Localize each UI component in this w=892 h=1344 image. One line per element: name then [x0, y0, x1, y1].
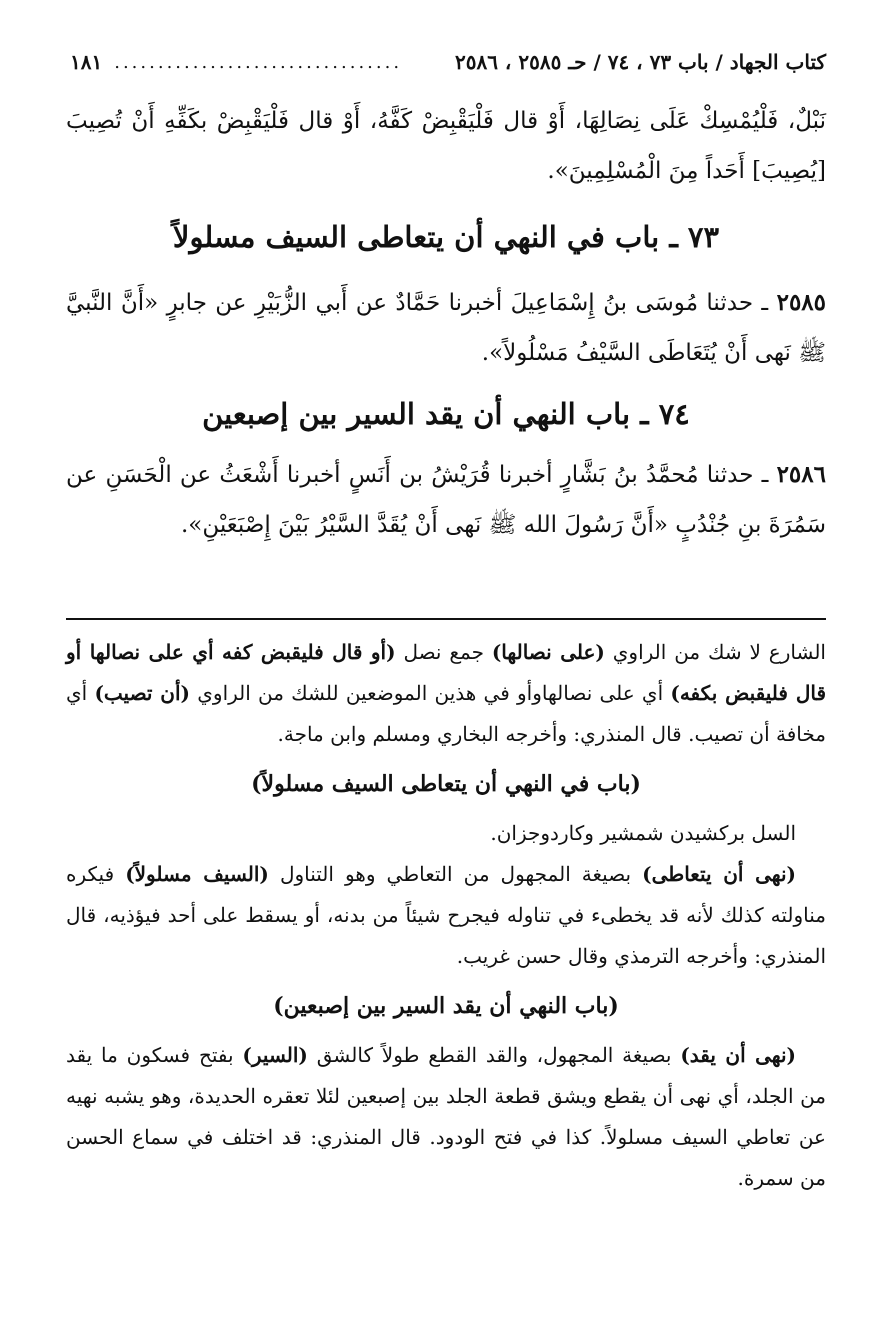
header-dot-leader: ................................. — [114, 51, 403, 73]
page-number: ١٨١ — [70, 50, 103, 74]
commentary-text: بصيغة المجهول، والقد القطع طولاً كالشق — [307, 1043, 681, 1067]
commentary-text: أي على نصالهاوأو في هذين الموضعين للشك من الراوي — [190, 681, 671, 705]
commentary-text: بفتح فسكون ما يقد من الجلد، أي نهى أن يقطع ويشق قطعة الجلد بين إصبعين لئلا تعقره الحديدة، وهو يشبه نهيه عن تعاطي السيف مسلولاً. كذا في فتح الودود. قال المنذري: قد اختلف في سماع الحسن من سمرة. — [66, 1043, 826, 1190]
commentary-text: جمع نصل — [395, 640, 492, 664]
commentary-paragraph: السل بركشيدن شمشير وكاردوجزان. — [490, 821, 796, 845]
commentary-paragraph — [66, 854, 826, 977]
commentary-lemma: (السير) — [242, 1043, 308, 1067]
commentary-lemma: (أن تصيب) — [94, 681, 191, 705]
commentary-heading-2: (باب النهي أن يقد السير بين إصبعين) — [273, 993, 619, 1019]
hadith-body: ـ حدثنا مُحمَّدُ بنُ بَشَّارٍ أخبرنا قُرَيْشُ بن أَنَسٍ أخبرنا أَشْعَثُ عن الْحَسَنِ عن سَمُرَةَ بنِ جُنْدُبٍ «أَنَّ رَسُولَ الله ﷺ نَهى أَنْ يُقَدَّ السَّيْرُ بَيْنَ إِصْبَعَيْنِ». — [66, 462, 826, 538]
commentary-paragraph — [66, 1035, 826, 1199]
commentary-text: فيكره مناولته كذلك لأنه قد يخطىء في تناوله فيجرح شيئاً من بدنه، أو يسقط على أحد فيؤذيه، قال المنذري: وأخرجه الترمذي وقال حسن غريب. — [66, 862, 826, 968]
hadith-2586 — [66, 450, 826, 550]
commentary-section — [66, 632, 826, 1199]
commentary-lemma: (نهى أن يقد) — [680, 1043, 797, 1067]
hadith-text — [66, 96, 826, 550]
running-title: كتاب الجهاد / باب ٧٣ ، ٧٤ / حـ ٢٥٨٥ ، ٢٥٨٦ — [454, 50, 826, 74]
page-header — [70, 44, 826, 80]
hadith-body: ـ حدثنا مُوسَى بنُ إِسْمَاعِيلَ أخبرنا حَمَّادٌ عن أَبي الزُّبَيْرِ عن جابرٍ «أَنَّ النَّبيَّ ﷺ نَهى أَنْ يُتَعَاطَى السَّيْفُ مَسْلُولاً». — [66, 290, 826, 366]
chapter-heading-73: ٧٣ ـ باب في النهي أن يتعاطى السيف مسلولاً — [172, 220, 720, 254]
footnote-divider — [66, 618, 826, 620]
commentary-text: بصيغة المجهول من التعاطي وهو التناول — [268, 862, 643, 886]
commentary-text: الشارع لا شك من الراوي — [604, 640, 826, 664]
hadith-number: ٢٥٨٥ — [776, 289, 827, 316]
commentary-lemma: (السيف مسلولاً) — [125, 862, 269, 886]
hadith-2585 — [66, 278, 826, 378]
commentary-lemma: (نهى أن يتعاطى) — [642, 862, 796, 886]
hadith-number: ٢٥٨٦ — [776, 461, 826, 488]
commentary-paragraph — [66, 632, 826, 755]
commentary-lemma: (أو قال فليقبض كفه أي على نصالها أو قال فليقبض بكفه) — [66, 640, 826, 705]
continuation-paragraph: نَبْلٌ، فَلْيُمْسِكْ عَلَى نِصَالِهَا، أَوْ قال فَلْيَقْبِضْ كَفَّهُ، أَوْ قال فَلْيَقْبِضْ بكَفِّهِ أَنْ تُصِيبَ [يُصِيبَ] أَحَداً مِنَ الْمُسْلِمِينَ». — [66, 108, 826, 184]
chapter-heading-74: ٧٤ ـ باب النهي أن يقد السير بين إصبعين — [202, 397, 690, 431]
commentary-lemma: (على نصالها) — [491, 640, 605, 664]
header-page-block — [70, 50, 402, 74]
commentary-text: أي مخافة أن تصيب. قال المنذري: وأخرجه البخاري ومسلم وابن ماجة. — [66, 681, 826, 746]
commentary-heading-1: (باب في النهي أن يتعاطى السيف مسلولاً) — [251, 771, 641, 797]
